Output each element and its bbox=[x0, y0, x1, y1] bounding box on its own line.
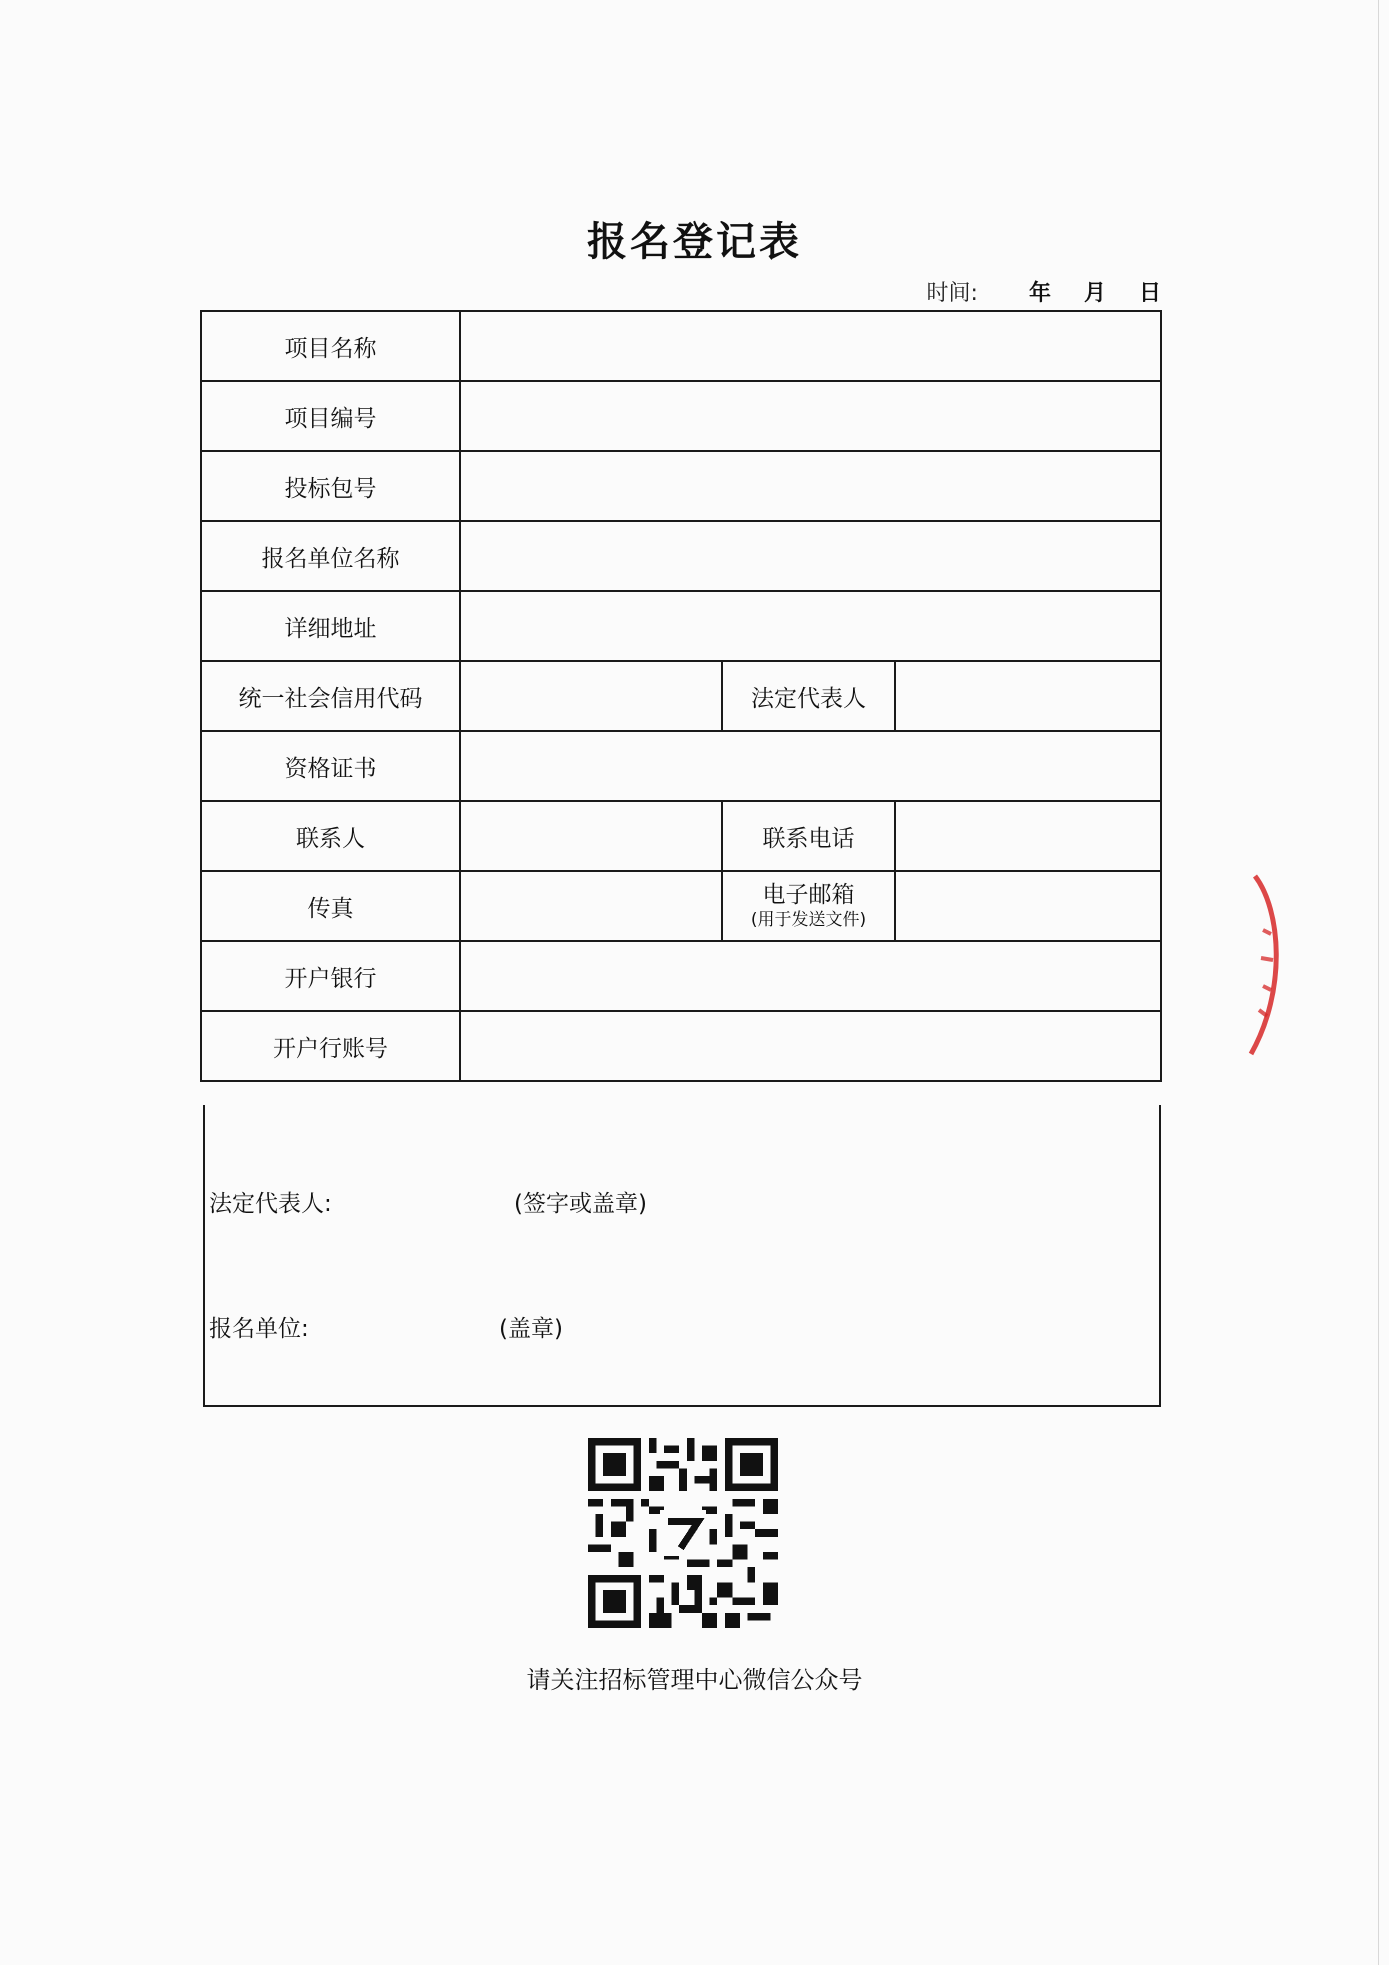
table-row bbox=[201, 591, 1161, 661]
label-registrant-name: 报名单位名称 bbox=[201, 521, 460, 591]
label-fax: 传真 bbox=[201, 871, 460, 941]
seal-stamp-icon bbox=[1241, 870, 1289, 1060]
credit-code-field[interactable] bbox=[460, 661, 722, 731]
phone-field[interactable] bbox=[895, 801, 1161, 871]
label-legal-rep: 法定代表人 bbox=[722, 661, 895, 731]
label-project-number: 项目编号 bbox=[201, 381, 460, 451]
legal-rep-sign-label: 法定代表人: bbox=[209, 1191, 332, 1217]
label-project-name: 项目名称 bbox=[201, 311, 460, 381]
table-row bbox=[201, 801, 1161, 871]
table-row bbox=[201, 661, 1161, 731]
date-month: 月 bbox=[1083, 281, 1106, 306]
bank-field[interactable] bbox=[460, 941, 1161, 1011]
contact-field[interactable] bbox=[460, 801, 722, 871]
account-field[interactable] bbox=[460, 1011, 1161, 1081]
table-row bbox=[201, 311, 1161, 381]
label-qualification: 资格证书 bbox=[201, 731, 460, 801]
label-credit-code: 统一社会信用代码 bbox=[201, 661, 460, 731]
table-row bbox=[201, 1011, 1161, 1081]
project-number-field[interactable] bbox=[460, 381, 1161, 451]
registration-form-table bbox=[200, 310, 1162, 1082]
email-label-text: 电子邮箱 bbox=[762, 882, 855, 908]
email-field[interactable] bbox=[895, 871, 1161, 941]
table-row bbox=[201, 731, 1161, 801]
unit-sign-row bbox=[209, 1310, 563, 1343]
date-day: 日 bbox=[1138, 281, 1161, 306]
legal-rep-sign-note: (签字或盖章) bbox=[514, 1191, 647, 1217]
label-contact: 联系人 bbox=[201, 801, 460, 871]
qualification-field[interactable] bbox=[460, 731, 1161, 801]
legal-rep-field[interactable] bbox=[895, 661, 1161, 731]
document-title: 报名登记表 bbox=[587, 219, 802, 265]
table-row bbox=[201, 521, 1161, 591]
legal-rep-sign-row bbox=[209, 1185, 647, 1218]
wechat-qr-code bbox=[588, 1438, 778, 1628]
label-lot-number: 投标包号 bbox=[201, 451, 460, 521]
address-field[interactable] bbox=[460, 591, 1161, 661]
date-line bbox=[927, 276, 1161, 307]
table-row bbox=[201, 381, 1161, 451]
unit-sign-label: 报名单位: bbox=[209, 1316, 309, 1342]
label-bank: 开户银行 bbox=[201, 941, 460, 1011]
label-address: 详细地址 bbox=[201, 591, 460, 661]
label-account: 开户行账号 bbox=[201, 1011, 460, 1081]
fax-field[interactable] bbox=[460, 871, 722, 941]
date-year: 年 bbox=[1028, 281, 1051, 306]
project-name-field[interactable] bbox=[460, 311, 1161, 381]
lot-number-field[interactable] bbox=[460, 451, 1161, 521]
label-phone: 联系电话 bbox=[722, 801, 895, 871]
table-row bbox=[201, 451, 1161, 521]
table-row bbox=[201, 871, 1161, 941]
table-row bbox=[201, 941, 1161, 1011]
signature-area bbox=[203, 1105, 1161, 1407]
date-label: 时间: bbox=[926, 281, 978, 306]
qr-caption: 请关注招标管理中心微信公众号 bbox=[526, 1666, 863, 1694]
registrant-name-field[interactable] bbox=[460, 521, 1161, 591]
email-label-note: (用于发送文件) bbox=[750, 909, 867, 930]
unit-sign-note: (盖章) bbox=[499, 1316, 563, 1342]
label-email bbox=[722, 871, 895, 941]
